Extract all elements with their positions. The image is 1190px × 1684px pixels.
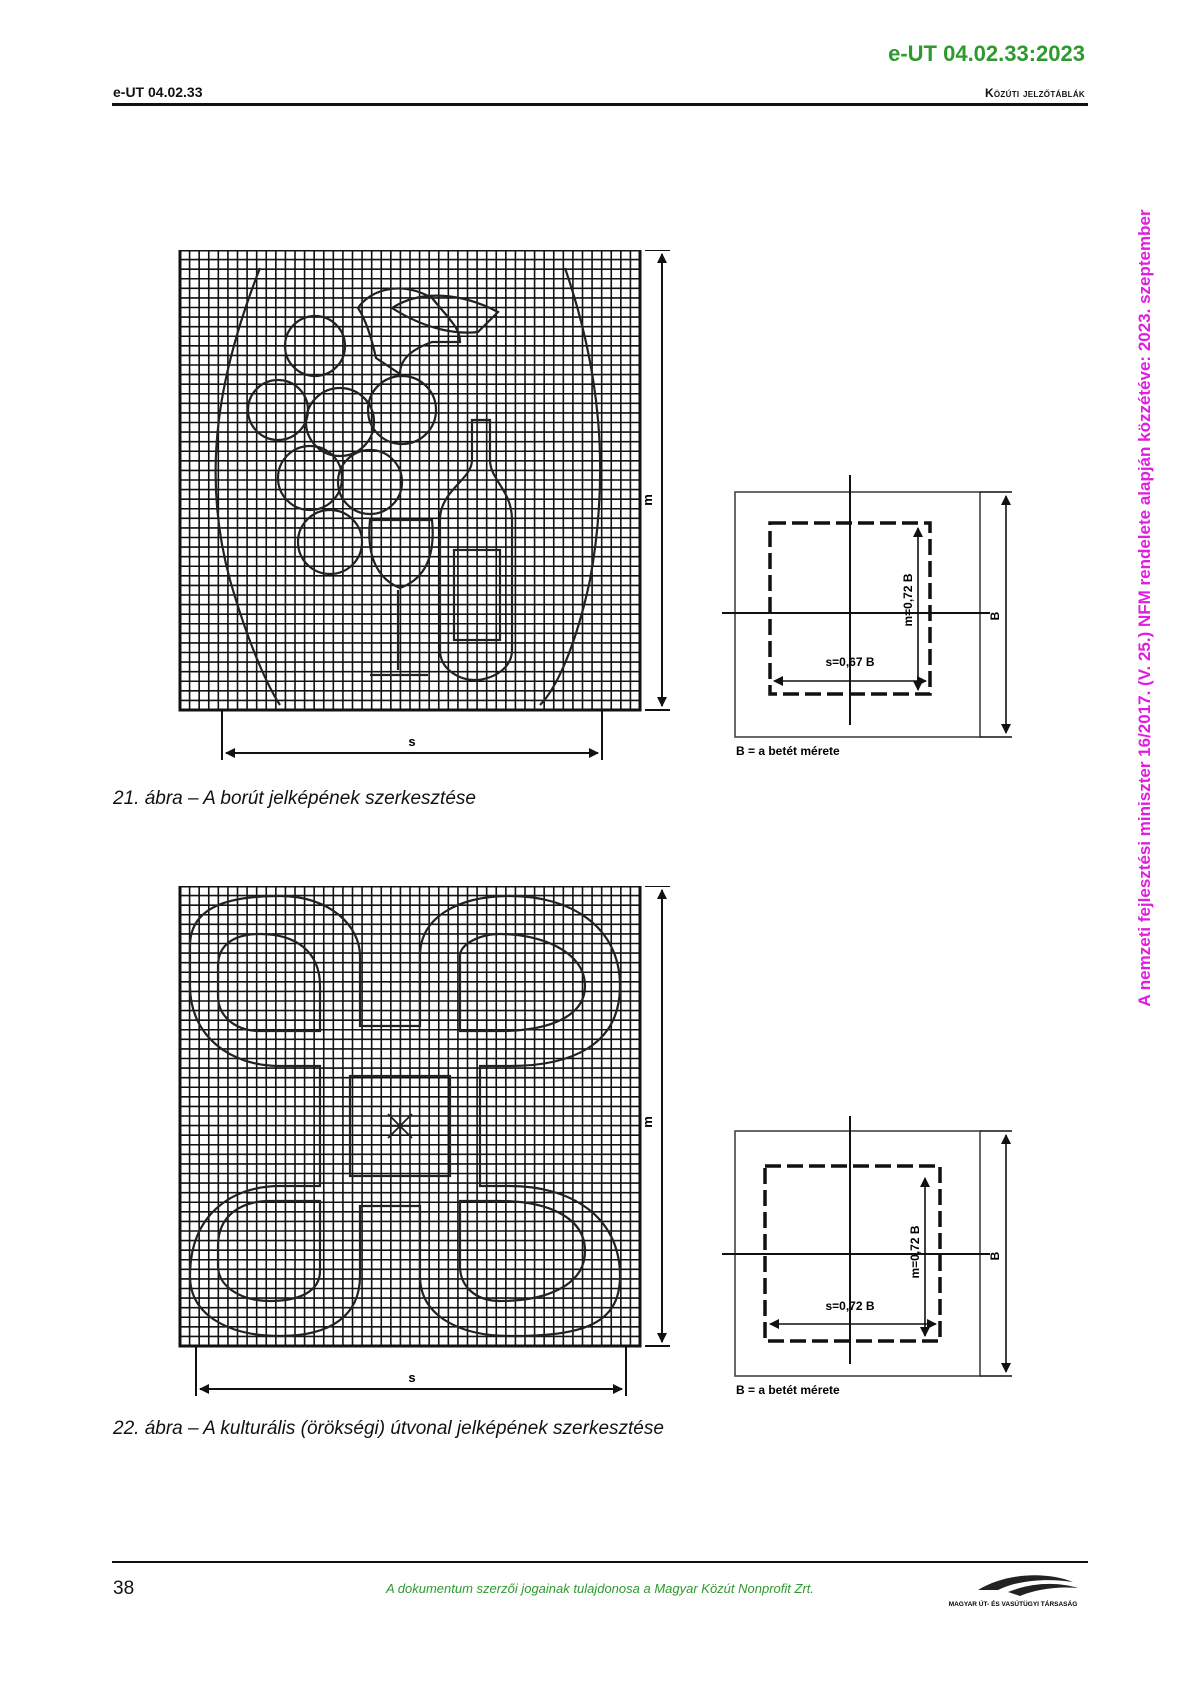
dimension-s-label: s (408, 734, 416, 749)
box-s-label: s=0,72 B (825, 1299, 875, 1313)
copyright-notice: A dokumentum szerzői jogainak tulajdonosa a Magyar Közút Nonprofit Zrt. (385, 1581, 814, 1596)
proportion-box (722, 1116, 1012, 1376)
figure-22-caption: 22. ábra – A kulturális (örökségi) útvonal jelképének szerkesztése (113, 1418, 664, 1439)
wine-symbol-outline (216, 268, 601, 705)
box-note: B = a betét mérete (736, 744, 840, 758)
document-code: e-UT 04.02.33:2023 (888, 41, 1085, 66)
footer-rule (112, 1561, 1088, 1563)
box-m-label: m=0,72 B (908, 1225, 922, 1279)
page-number: 38 (113, 1578, 135, 1599)
box-m-label: m=0,72 B (901, 573, 915, 627)
dimension-m (645, 886, 670, 1346)
logo-text: MAGYAR ÚT- ÉS VASÚTÜGYI TÁRSASÁG (948, 1601, 1078, 1608)
dimension-m-label: m (640, 494, 655, 506)
dimension-m-label: m (640, 1116, 655, 1128)
figure-21-drawing (170, 250, 1040, 770)
publication-side-note (1130, 118, 1160, 1098)
side-note-text: A nemzeti fejlesztési miniszter 16/2017. (V. 25.) NFM rendelete alapján közzétéve: 2023. szeptember (1135, 209, 1154, 1007)
publisher-logo (938, 1570, 1088, 1610)
box-b-label: B (988, 611, 1002, 621)
figure-22-drawing (170, 886, 1040, 1406)
header-section-title: Közúti jelzőtáblák (984, 86, 1085, 100)
header-left-code: e-UT 04.02.33 (113, 84, 203, 100)
box-s-label: s=0,67 B (825, 655, 875, 669)
box-b-label: B (988, 1251, 1002, 1261)
header-rule (112, 103, 1088, 106)
proportion-box (722, 475, 1012, 737)
figure-21-caption: 21. ábra – A borút jelképének szerkesztése (113, 788, 476, 809)
box-note: B = a betét mérete (736, 1383, 840, 1397)
dimension-s-label: s (408, 1370, 416, 1385)
dimension-m (645, 250, 670, 710)
